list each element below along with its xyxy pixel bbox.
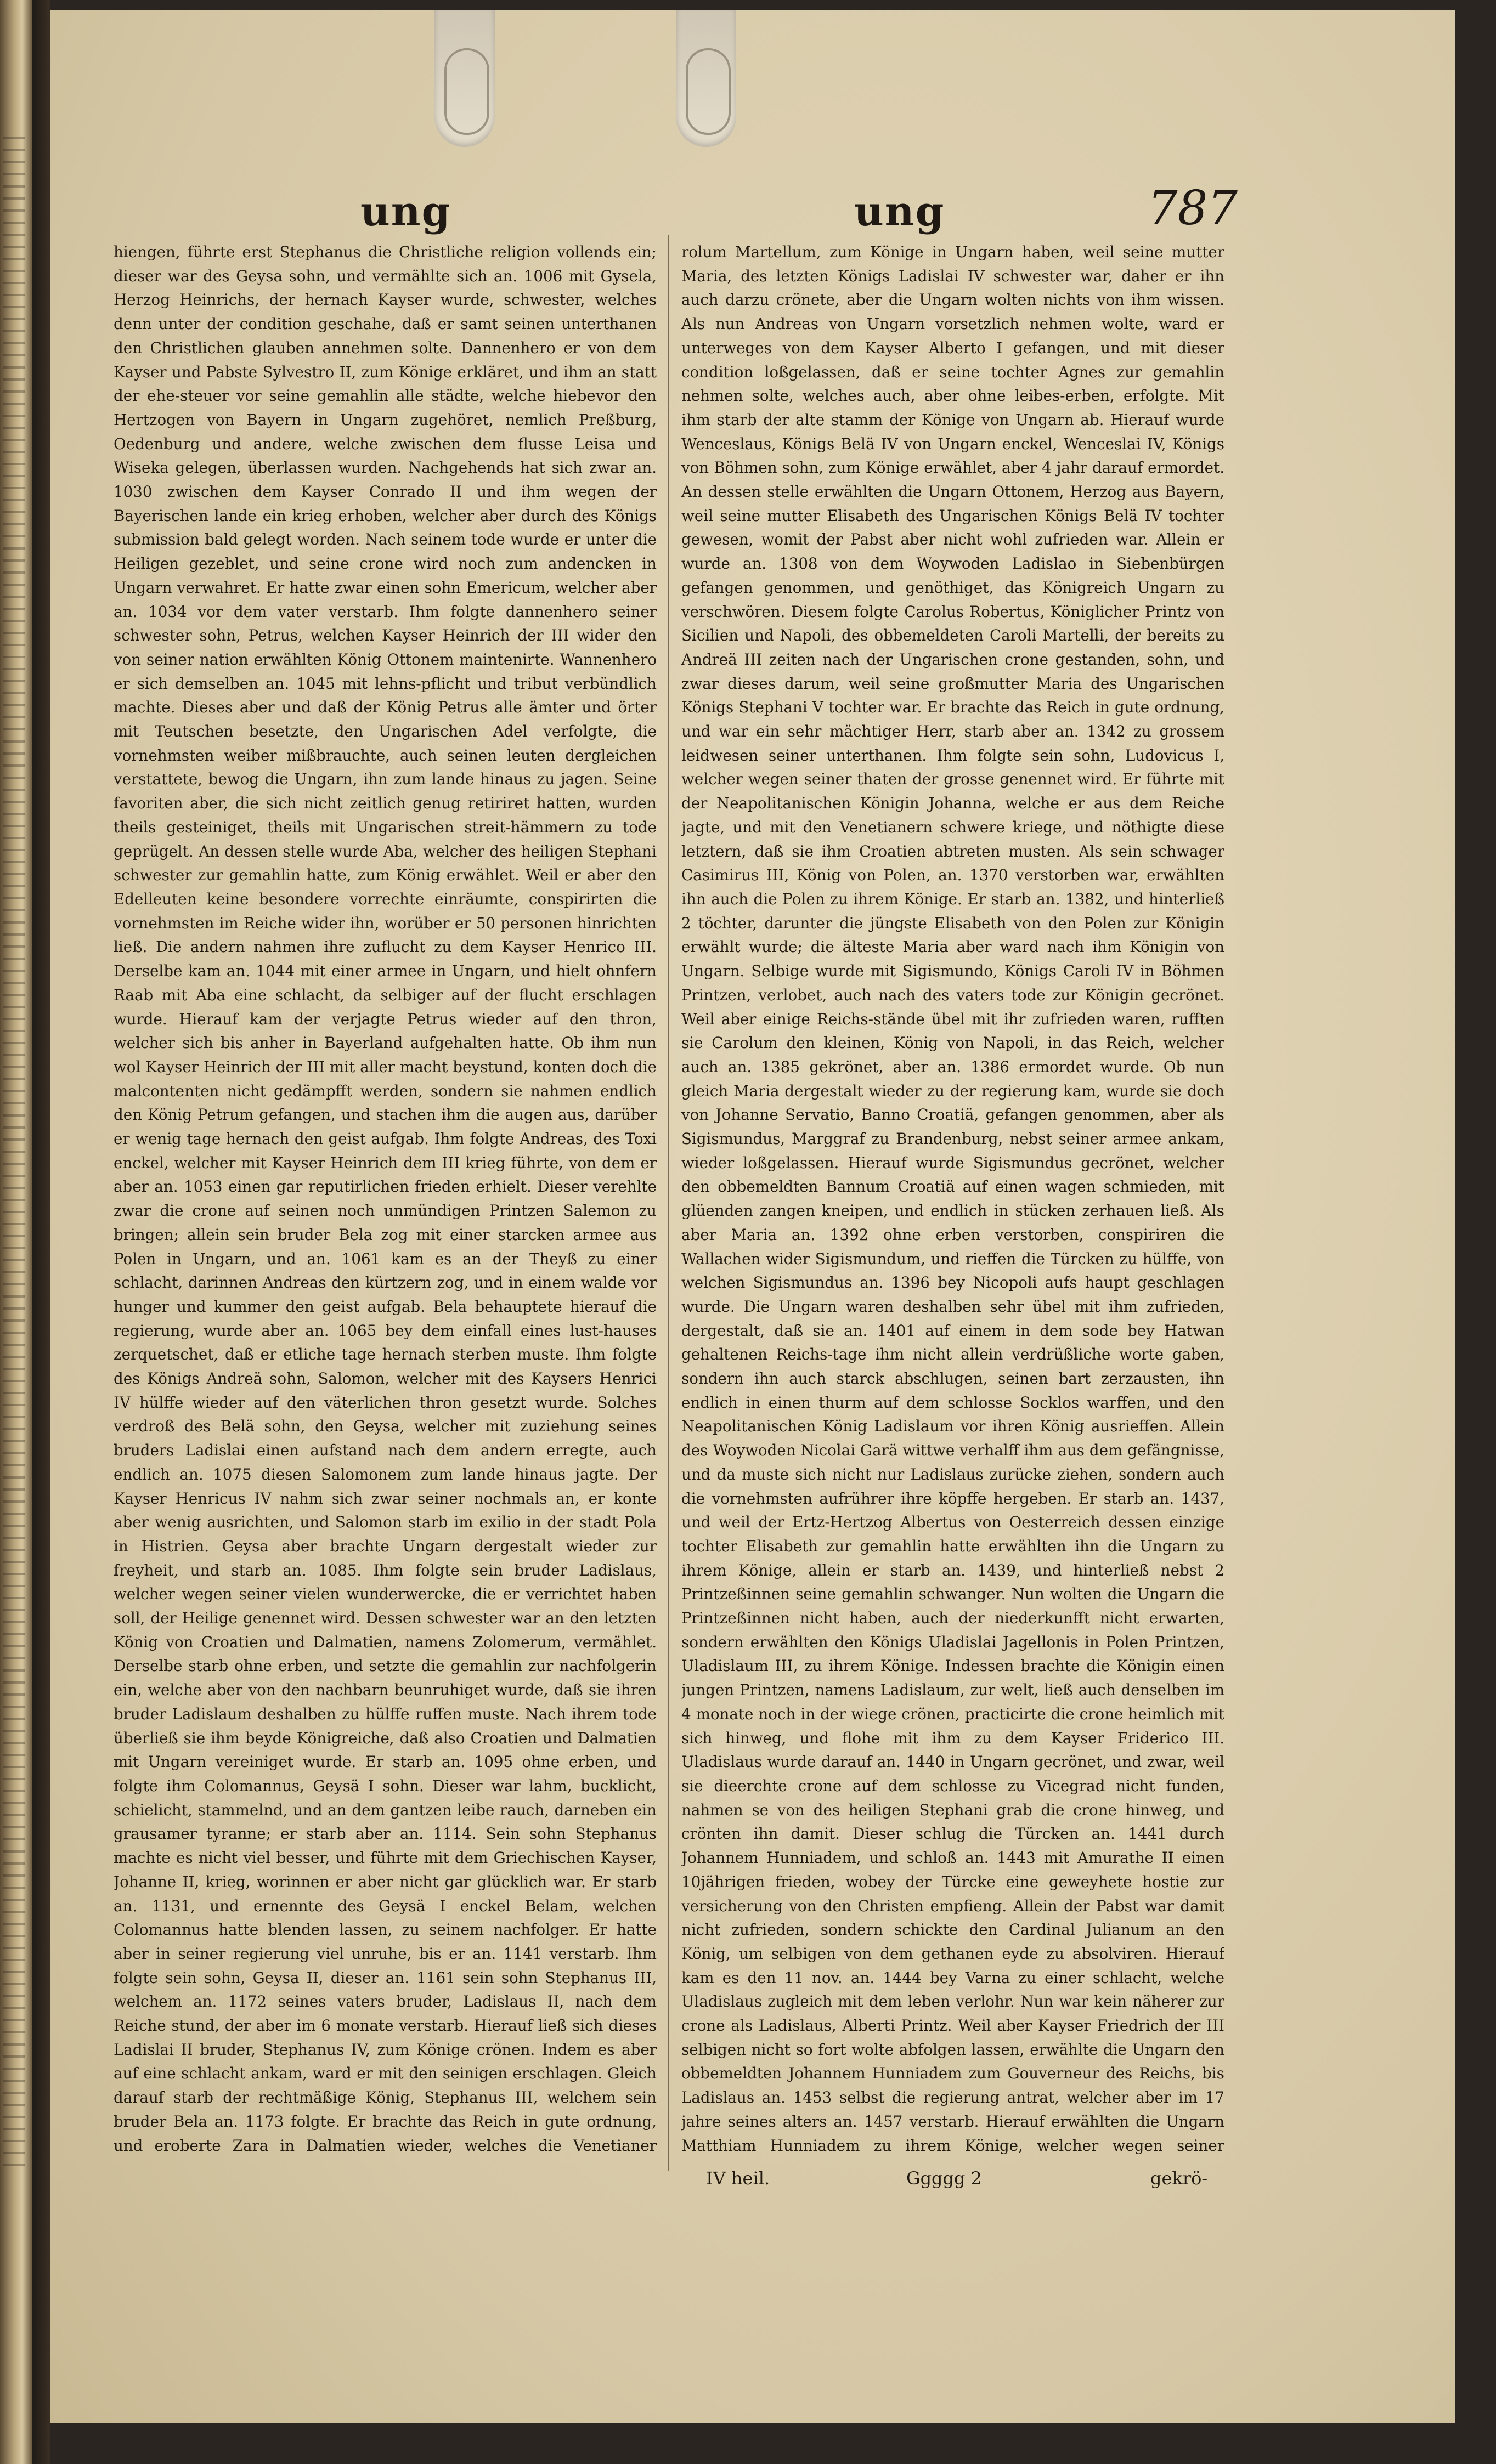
clip-ring <box>444 48 489 135</box>
text-column-left <box>114 240 657 2160</box>
right-column-text: rolum Martellum, zum Könige in Ungarn haben, weil seine mutter Maria, des letzten Königs Ladislai IV schwester war, daher er ihn auch darzu crönete, aber die Ungarn wolten nichts von ihm wissen. Als nun Andreas von Ungarn vorsetzlich nehmen wolte, ward er unterweges von dem Kayser Alberto I gefangen, und mit dieser condition loßgelassen, daß er seine tochter Agnes zur gemahlin nehmen solte, welches auch, aber ohne leibes-erben, erfolgte. Mit ihm starb der alte stamm der Könige von Ungarn ab. Hierauf wurde Wenceslaus, Königs Belä IV von Ungarn enckel, Wenceslai IV, Königs von Böhmen sohn, zum Könige erwählet, aber 4 jahr darauf ermordet. An dessen stelle erwählten die Ungarn Ottonem, Herzog aus Bayern, weil seine mutter Elisabeth des Ungarischen Königs Belä IV tochter gewesen, womit der Pabst aber nicht wohl zufrieden war. Allein er wurde an. 1308 von dem Woywoden Ladislao in Siebenbürgen gefangen genommen, und genöthiget, das Königreich Ungarn zu verschwören. Diesem folgte Carolus Robertus, Königlicher Printz von Sicilien und Napoli, des obbemeldeten Caroli Martelli, der bereits zu Andreä III zeiten nach der Ungarischen crone gestanden, sohn, und zwar dieses darum, weil seine großmutter Maria des Ungarischen Königs Stephani V tochter war. Er brachte das Reich in gute ordnung, und war ein sehr mächtiger Herr, starb aber an. 1342 zu grossem leidwesen seiner unterthanen. Ihm folgte sein sohn, Ludovicus I, welcher wegen seiner thaten der grosse genennet wird. Er führte mit der Neapolitanischen Königin Johanna, welche er aus dem Reiche jagte, und mit den Venetianern schwere kriege, und nöthigte diese letztern, daß sie ihm Croatien abtreten musten. Als sein schwager Casimirus III, König von Polen, an. 1370 verstorben war, erwählten ihn auch die Polen zu ihrem Könige. Er starb an. 1382, und hinterließ 2 töchter, darunter die jüngste Elisabeth von den Polen zur Königin erwählt wurde; die älteste Maria aber ward nach ihm Königin von Ungarn. Selbige wurde mit Sigismundo, Königs Caroli IV in Böhmen Printzen, verlobet, auch nach des vaters tode zur Königin gecrönet. Weil aber einige Reichs-stände übel mit ihr zufrieden waren, rufften sie Carolum den kleinen, König von Napoli, in das Reich, welcher auch an. 1385 gekrönet, aber an. 1386 ermordet wurde. Ob nun gleich Maria dergestalt wieder zu der regierung kam, wurde sie doch von Johanne Servatio, Banno Croatiä, gefangen genommen, aber als Sigismundus, Marggraf zu Brandenburg, nebst seiner armee ankam, wieder loßgelassen. Hierauf wurde Sigismundus gecrönet, welcher den obbemeldten Bannum Croatiä auf einen wagen schmieden, mit glüenden zangen kneipen, und endlich in stücken zerhauen ließ. Als aber Maria an. 1392 ohne erben verstorben, conspiriren die Wallachen wider Sigismundum, und rieffen die Türcken zu hülffe, von welchen Sigismundus an. 1396 bey Nicopoli aufs haupt geschlagen wurde. Die Ungarn waren deshalben sehr übel mit ihm zufrieden, dergestalt, daß sie an. 1401 auf einem in dem sode bey Hatwan gehaltenen Reichs-tage ihm nicht allein verdrüßliche worte gaben, sondern ihn auch starck abschlugen, seinen bart zerzausten, ihn endlich in einen thurm auf dem schlosse Socklos warffen, und den Neapolitanischen König Ladislaum vor ihren König ausrieffen. Allein des Woywoden Nicolai Garä wittwe verhalff ihm aus dem gefängnisse, und da muste sich nicht nur Ladislaus zurücke ziehen, sondern auch die vornehmsten aufrührer ihre köpffe hergeben. Er starb an. 1437, und weil der Ertz-Hertzog Albertus von Oesterreich dessen einzige tochter Elisabeth zur gemahlin hatte erwählten ihn die Ungarn zu ihrem Könige, allein er starb an. 1439, und hinterließ nebst 2 Printzeßinnen seine gemahlin schwanger. Nun wolten die Ungarn die Printzeßinnen nicht haben, auch der niederkunfft nicht erwarten, sondern erwählten den Königs Uladislai Jagellonis in Polen Printzen, Uladislaum III, zu ihrem Könige. Indessen brachte die Königin einen jungen Printzen, namens Ladislaum, zur welt, ließ auch denselben im 4 monate noch in der wiege crönen, practicirte die crone heimlich mit sich hinweg, und flohe mit ihm zu dem Kayser Friderico III. Uladislaus wurde darauf an. 1440 in Ungarn gecrönet, und zwar, weil sie dieerchte crone auf dem schlosse zu Vicegrad nicht funden, nahmen se von des heiligen Stephani grab die crone hinweg, und crönten ihn damit. Dieser schlug die Türcken an. 1441 durch Johannem Hunniadem, und schloß an. 1443 mit Amurathe II einen 10jährigen frieden, wobey der Türcke eine geweyhete hostie zur versicherung von den Christen empfieng. Allein der Pabst war damit nicht zufrieden, sondern schickte den Cardinal Julianum an den König, um selbigen von dem gethanen eyde zu absolviren. Hierauf kam es den 11 nov. an. 1444 bey Varna zu einer schlacht, welche Uladislaus zugleich mit dem leben verlohr. Nun war kein näherer zur crone als Ladislaus, Alberti Printz. Weil aber Kayser Friedrich der III selbigen nicht so fort wolte abfolgen lassen, erwählte die Ungarn den obbemeldten Johannem Hunniadem zum Gouverneur des Reichs, bis Ladislaus an. 1453 selbst die regierung antrat, welcher aber im 17 jahre seines alters an. 1457 verstarb. Hierauf erwählten die Ungarn Matthiam Hunniadem zu ihrem Könige, welcher wegen seiner <box>681 243 1224 2155</box>
running-head-right: ung <box>854 188 945 235</box>
left-column-text: hiengen, führte erst Stephanus die Christliche religion vollends ein; dieser war des Geysa sohn, und vermählte sich an. 1006 mit Gysela, Herzog Heinrichs, der hernach Kayser wurde, schwester, welches denn unter der condition geschahe, daß er samt seinen unterthanen den Christlichen glauben annehmen solte. Dannenhero er von dem Kayser und Pabste Sylvestro II, zum Könige erkläret, und ihm an statt der ehe-steuer vor seine gemahlin alle städte, welche hiebevor den Hertzogen von Bayern in Ungarn zugehöret, nemlich Preßburg, Oedenburg und andere, welche zwischen dem flusse Leisa und Wiseka gelegen, überlassen wurden. Nachgehends hat sich zwar an. 1030 zwischen dem Kayser Conrado II und ihm wegen der Bayerischen lande ein krieg erhoben, welcher aber durch des Königs submission bald gelegt worden. Nach seinem tode wurde er unter die Heiligen gezeblet, und seine crone wird noch zum andencken in Ungarn verwahret. Er hatte zwar einen sohn Emericum, welcher aber an. 1034 vor dem vater verstarb. Ihm folgte dannenhero seiner schwester sohn, Petrus, welchen Kayser Heinrich der III wider den von seiner nation erwählten König Ottonem maintenirte. Wannenhero er sich demselben an. 1045 mit lehns-pflicht und tribut verbündlich machte. Dieses aber und daß der König Petrus alle ämter und örter mit Teutschen besetzte, den Ungarischen Adel verfolgte, die vornehmsten weiber mißbrauchte, auch seinen leuten dergleichen verstattete, bewog die Ungarn, ihn zum lande hinaus zu jagen. Seine favoriten aber, die sich nicht zeitlich genug retiriret hatten, wurden theils gesteiniget, theils mit Ungarischen streit-hämmern zu tode geprügelt. An dessen stelle wurde Aba, welcher des heiligen Stephani schwester zur gemahlin hatte, zum König erwählet. Weil er aber den Edelleuten keine besondere vorrechte einräumte, conspirirten die vornehmsten im Reiche wider ihn, worüber er 50 personen hinrichten ließ. Die andern nahmen ihre zuflucht zu dem Kayser Henrico III. Derselbe kam an. 1044 mit einer armee in Ungarn, und hielt ohnfern Raab mit Aba eine schlacht, da selbiger auf der flucht erschlagen wurde. Hierauf kam der verjagte Petrus wieder auf den thron, welcher sich bis anher in Bayerland aufgehalten hatte. Ob ihm nun wol Kayser Heinrich der III mit aller macht beystund, konten doch die malcontenten nicht gedämpfft werden, sondern sie nahmen endlich den König Petrum gefangen, und stachen ihm die augen aus, darüber er wenig tage hernach den geist aufgab. Ihm folgte Andreas, des Toxi enckel, welcher mit Kayser Heinrich dem III krieg führte, von dem er aber an. 1053 einen gar reputirlichen frieden erhielt. Dieser verehlte zwar die crone auf seinen noch unmündigen Printzen Salemon zu bringen; allein sein bruder Bela zog mit einer starcken armee aus Polen in Ungarn, und an. 1061 kam es an der Theyß zu einer schlacht, darinnen Andreas den kürtzern zog, und in einem walde vor hunger und kummer den geist aufgab. Bela behauptete hierauf die regierung, wurde aber an. 1065 bey dem einfall eines lust-hauses zerquetschet, daß er etliche tage hernach sterben muste. Ihm folgte des Königs Andreä sohn, Salomon, welcher mit des Kaysers Henrici IV hülffe wieder auf den väterlichen thron gesetzt wurde. Solches verdroß des Belä sohn, den Geysa, welcher mit zuziehung seines bruders Ladislai einen aufstand nach dem andern erregte, auch endlich an. 1075 diesen Salomonem zum lande hinaus jagte. Der Kayser Henricus IV nahm sich zwar seiner nochmals an, er konte aber wenig ausrichten, und Salomon starb im exilio in der stadt Pola in Histrien. Geysa aber brachte Ungarn dergestalt wieder zur freyheit, und starb an. 1085. Ihm folgte sein bruder Ladislaus, welcher wegen seiner vielen wunderwercke, die er verrichtet haben soll, der Heilige genennet wird. Dessen schwester war an den letzten König von Croatien und Dalmatien, namens Zolomerum, vermählet. Derselbe starb ohne erben, und setzte die gemahlin zur nachfolgerin ein, welche aber von den nachbarn beunruhiget wurde, daß sie ihren bruder Ladislaum deshalben zu hülffe ruffen muste. Nach ihrem tode überließ sie ihm beyde Königreiche, daß also Croatien und Dalmatien mit Ungarn vereiniget wurde. Er starb an. 1095 ohne erben, und folgte ihm Colomannus, Geysä I sohn. Dieser war lahm, bucklicht, schielicht, stammelnd, und an dem gantzen leibe rauch, darneben ein grausamer tyranne; er starb aber an. 1114. Sein sohn Stephanus machte es nicht viel besser, und führte mit dem Griechischen Kayser, Johanne II, krieg, worinnen er aber nicht gar glücklich war. Er starb an. 1131, und ernennte des Geysä I enckel Belam, welchen Colomannus hatte blenden lassen, zu seinem nachfolger. Er hatte aber in seiner regierung viel unruhe, bis er an. 1141 verstarb. Ihm folgte sein sohn, Geysa II, dieser an. 1161 sein sohn Stephanus III, welchem an. 1172 seines vaters bruder, Ladislaus II, nach dem Reiche stund, der aber im 6 monate verstarb. Hierauf ließ sich dieses Ladislai II bruder, Stephanus IV, zum Könige crönen. Indem es aber auf eine schlacht ankam, ward er mit den seinigen erschlagen. Gleich darauf starb der rechtmäßige König, Stephanus III, welchem sein bruder Bela an. 1173 folgte. Er brachte das Reich in gute ordnung, und eroberte Zara in Dalmatien wieder, welches die Venetianer <box>114 243 657 2155</box>
signature-mark: Ggggg 2 <box>906 2168 983 2189</box>
page-clip-left <box>434 10 495 147</box>
running-head-left: ung <box>360 188 451 235</box>
page-number: 787 <box>1148 181 1238 236</box>
footer-catchword: gekrö- <box>1150 2168 1208 2189</box>
footer-left-catchword: IV heil. <box>706 2168 770 2189</box>
text-column-right <box>681 240 1224 2160</box>
page-clip-right <box>676 10 736 147</box>
left-page-text-fragment <box>3 137 25 2166</box>
column-divider <box>668 235 669 2171</box>
left-page-edge <box>0 0 32 2464</box>
book-page <box>50 10 1455 2423</box>
book-gutter <box>32 0 50 2464</box>
clip-ring <box>686 48 731 135</box>
